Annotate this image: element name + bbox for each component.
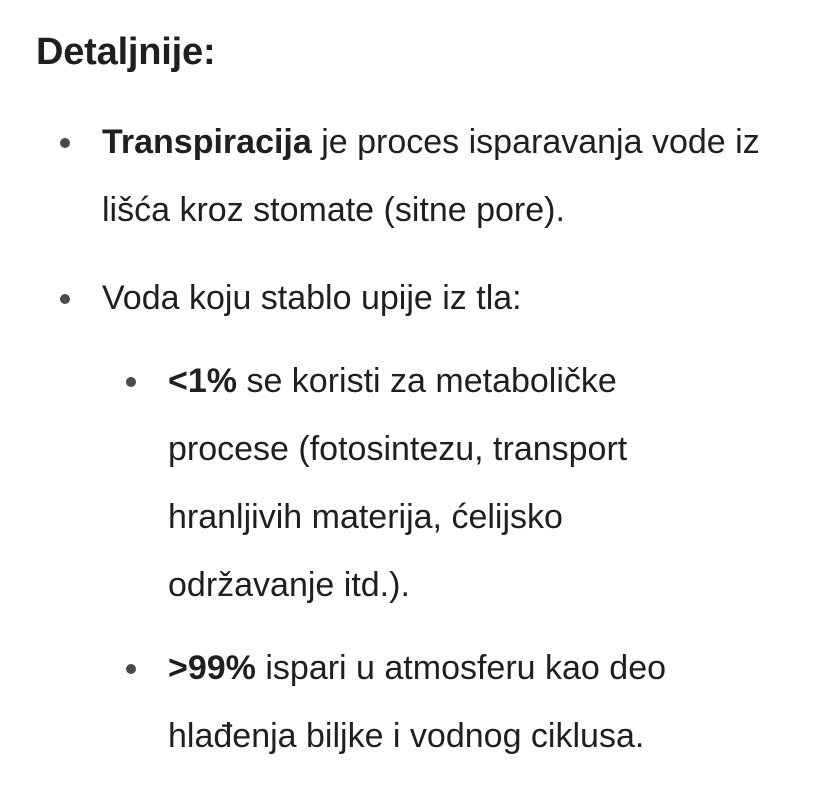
list-item-water (102, 264, 802, 332)
item-description: je proces isparavanja vode iz lišća kroz stomate (sitne pore). (102, 123, 760, 229)
list-item-text (168, 347, 728, 619)
bold-term: Transpiracija (102, 123, 312, 161)
item-description: ispari u atmosferu kao deo hlađenja biljke i vodnog ciklusa. (168, 649, 667, 755)
list-item-less-than-one-percent (168, 347, 728, 619)
bullet-icon (60, 294, 70, 304)
list-item-text: Voda koju stablo upije iz tla: (102, 279, 522, 317)
bold-percentage: <1% (168, 362, 237, 400)
list-item-transpiration (102, 108, 802, 244)
bullet-icon (60, 138, 70, 148)
bold-percentage: >99% (168, 649, 256, 687)
list-item-text (102, 108, 802, 244)
list-item-text (168, 634, 728, 770)
section-heading: Detaljnije: (36, 31, 216, 73)
item-description: se koristi za metaboličke procese (fotosintezu, transport hranljivih materija, ćelijsko održavanje itd.). (168, 362, 628, 604)
bullet-icon (126, 377, 136, 387)
list-item-more-than-99-percent (168, 634, 728, 770)
bullet-icon (126, 664, 136, 674)
